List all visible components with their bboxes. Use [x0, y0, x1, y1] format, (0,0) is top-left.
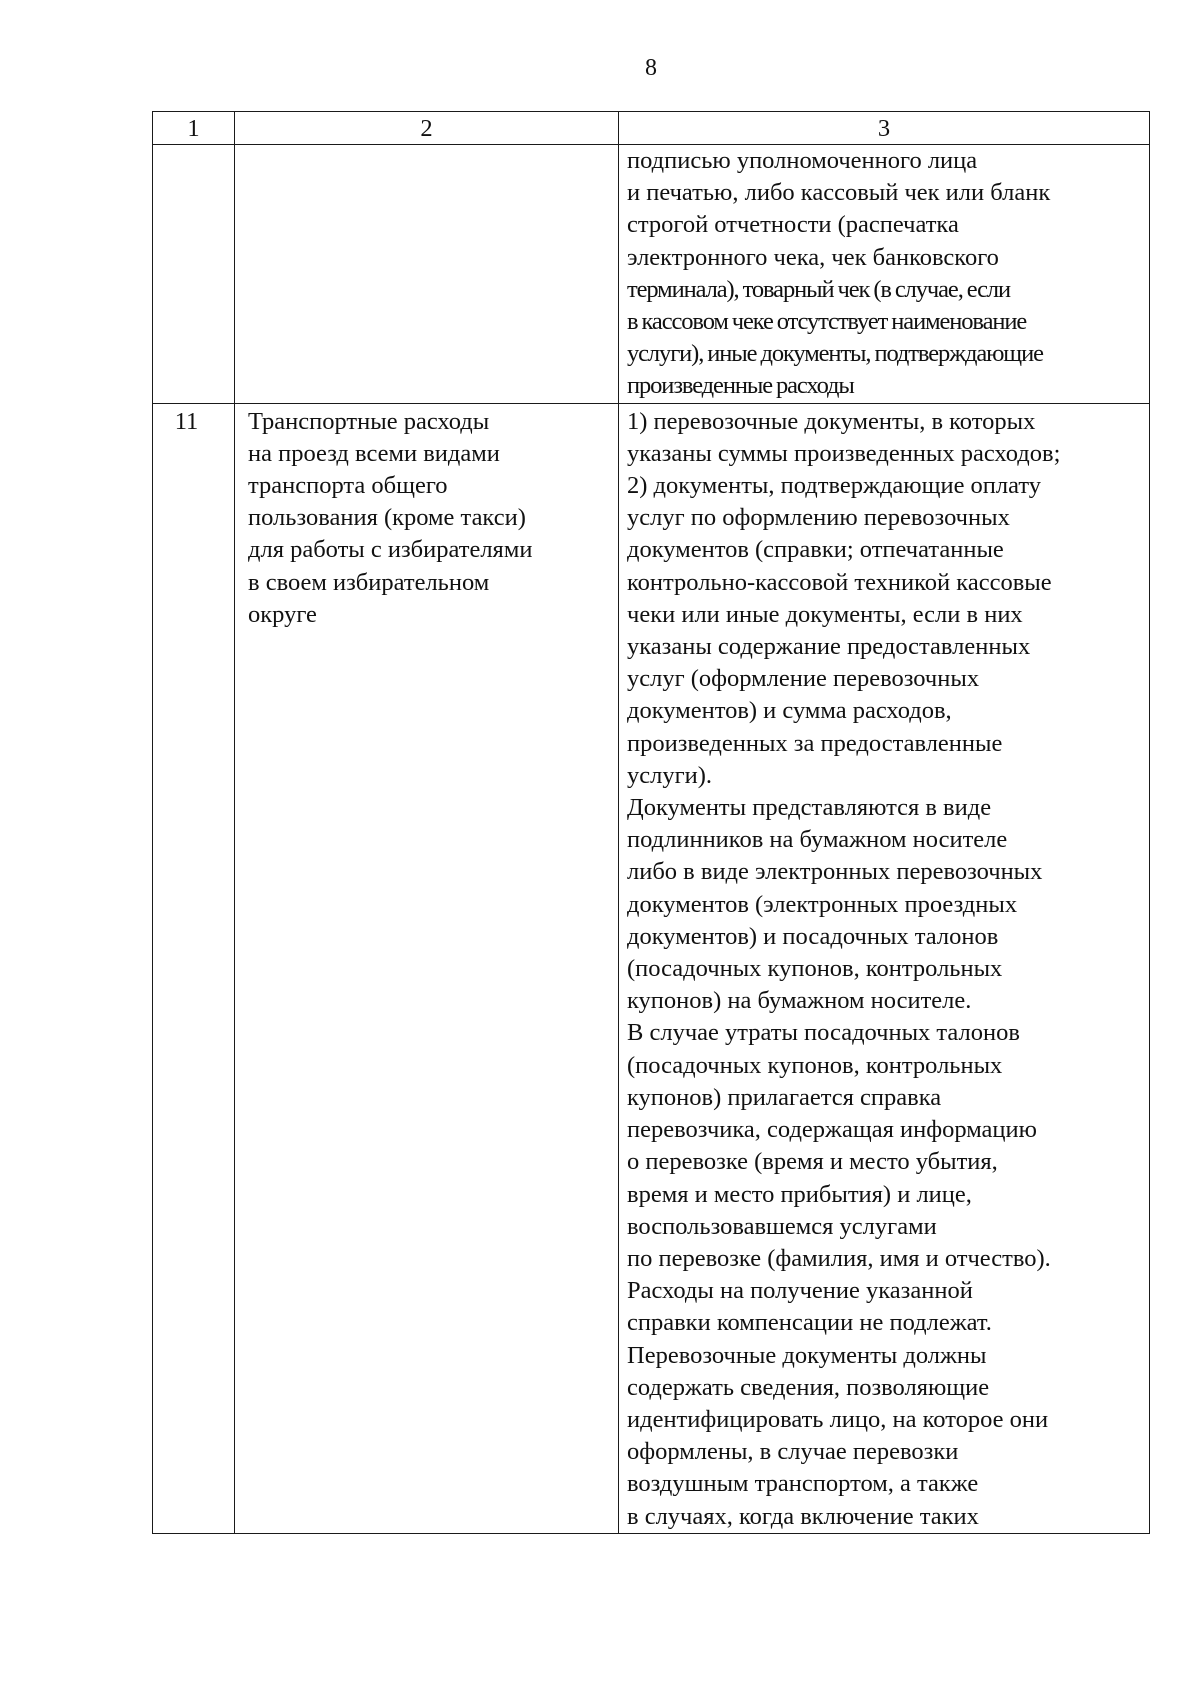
text-line: документов) и сумма расходов,	[627, 697, 952, 725]
text-line: в кассовом чеке отсутствует наименование	[627, 308, 1027, 336]
text-line: Расходы на получение указанной	[627, 1277, 973, 1305]
text-line: время и место прибытия) и лице,	[627, 1180, 972, 1208]
text-line: произведенные расходы	[627, 372, 854, 400]
table-row-11	[153, 403, 1150, 1533]
text-line: В случае утраты посадочных талонов	[627, 1019, 1020, 1047]
text-line: услуг по оформлению перевозочных	[627, 504, 1010, 532]
text-line: 1) перевозочные документы, в которых	[627, 407, 1036, 435]
text-line: Документы представляются в виде	[627, 794, 992, 822]
table-row-continuation	[153, 145, 1150, 404]
text-line: купонов) на бумажном носителе.	[627, 987, 972, 1015]
text-line: документов (справки; отпечатанные	[627, 536, 1004, 564]
text-line: справки компенсации не подлежат.	[627, 1309, 992, 1337]
text-line: подлинников на бумажном носителе	[627, 826, 1008, 854]
text-line: документов) и посадочных талонов	[627, 922, 999, 950]
page-number: 8	[645, 55, 657, 81]
text-line: либо в виде электронных перевозочных	[627, 858, 1043, 886]
header-col-3: 3	[619, 112, 1150, 145]
text-line: о перевозке (время и место убытия,	[627, 1148, 998, 1176]
text-line: контрольно-кассовой техникой кассовые	[627, 568, 1052, 596]
text-line: Транспортные расходы	[248, 407, 490, 435]
text-line: услуги), иные документы, подтверждающие	[627, 340, 1043, 368]
text-line: 2) документы, подтверждающие оплату	[627, 472, 1042, 500]
row-11-documents	[619, 403, 1150, 1533]
text-line: электронного чека, чек банковского	[627, 243, 999, 271]
text-line: указаны содержание предоставленных	[627, 633, 1031, 661]
row-11-expense-type	[235, 403, 619, 1533]
continuation-col-1	[153, 145, 235, 404]
continuation-documents-text	[627, 145, 1149, 274]
text-line: (посадочных купонов, контрольных	[627, 955, 1003, 983]
text-line: услуги).	[627, 761, 713, 789]
text-line: воспользовавшемся услугами	[627, 1212, 937, 1240]
text-line: (посадочных купонов, контрольных	[627, 1051, 1003, 1079]
continuation-col-3	[619, 145, 1150, 404]
table-header-row	[153, 112, 1150, 145]
text-line: Перевозочные документы должны	[627, 1341, 987, 1369]
text-line: купонов) прилагается справка	[627, 1083, 942, 1111]
continuation-documents-text-condensed	[627, 274, 1149, 403]
header-col-1: 1	[153, 112, 235, 145]
continuation-col-2	[235, 145, 619, 404]
text-line: идентифицировать лицо, на которое они	[627, 1405, 1049, 1433]
text-line: для работы с избирателями	[248, 536, 533, 564]
text-line: содержать сведения, позволяющие	[627, 1373, 990, 1401]
row-11-number: 11	[153, 403, 235, 1533]
text-line: воздушным транспортом, а также	[627, 1470, 979, 1498]
text-line: перевозчика, содержащая информацию	[627, 1116, 1037, 1144]
text-line: услуг (оформление перевозочных	[627, 665, 980, 693]
text-line: пользования (кроме такси)	[248, 504, 526, 532]
expense-type-text	[248, 406, 618, 631]
text-line: на проезд всеми видами	[248, 439, 500, 467]
text-line: указаны суммы произведенных расходов;	[627, 439, 1061, 467]
text-line: строгой отчетности (распечатка	[627, 211, 959, 239]
documents-text	[627, 406, 1149, 1533]
text-line: в случаях, когда включение таких	[627, 1502, 979, 1530]
text-line: в своем избирательном	[248, 568, 490, 596]
header-col-2: 2	[235, 112, 619, 145]
text-line: по перевозке (фамилия, имя и отчество).	[627, 1244, 1051, 1272]
text-line: терминала), товарный чек (в случае, если	[627, 275, 1011, 303]
text-line: округе	[248, 600, 317, 628]
text-line: подписью уполномоченного лица	[627, 147, 978, 174]
text-line: чеки или иные документы, если в них	[627, 600, 1023, 628]
text-line: и печатью, либо кассовый чек или бланк	[627, 179, 1051, 207]
expenses-table	[152, 111, 1150, 1534]
text-line: произведенных за предоставленные	[627, 729, 1003, 757]
text-line: оформлены, в случае перевозки	[627, 1438, 959, 1466]
text-line: документов (электронных проездных	[627, 890, 1018, 918]
text-line: транспорта общего	[248, 472, 448, 500]
